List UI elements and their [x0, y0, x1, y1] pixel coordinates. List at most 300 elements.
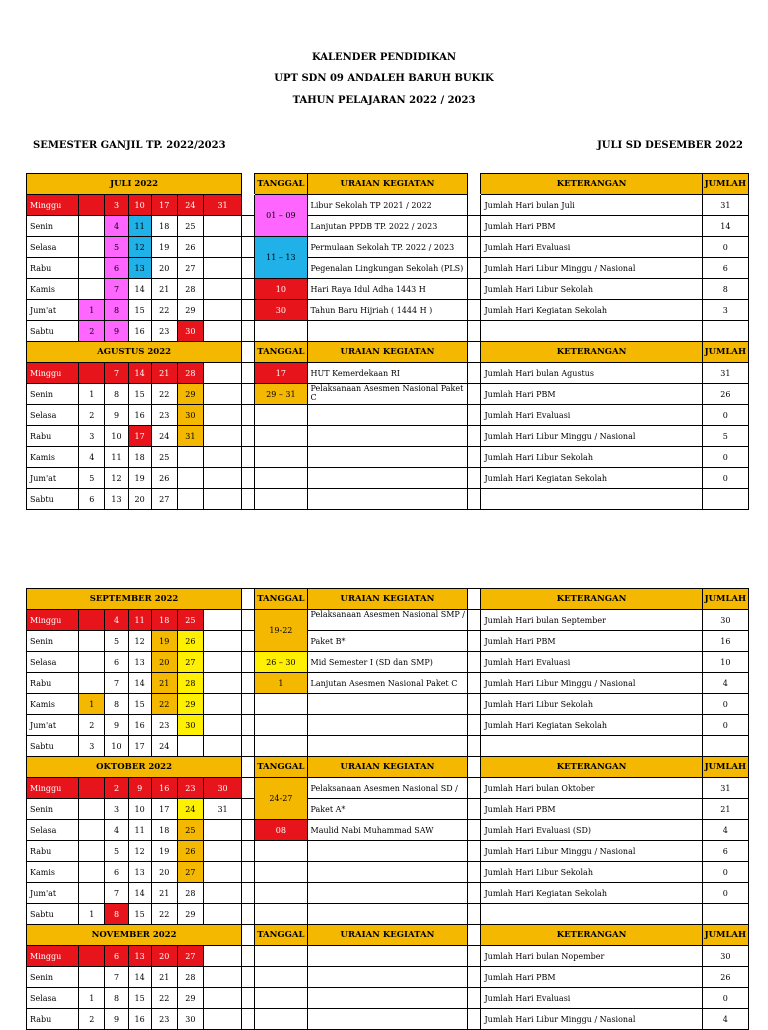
date-cell: [203, 736, 241, 757]
day-name: Kamis: [27, 447, 79, 468]
date-cell: 23: [151, 715, 177, 736]
date-cell: 6: [79, 489, 105, 510]
date-cell: 13: [105, 489, 128, 510]
date-cell: [79, 862, 105, 883]
day-name: Senin: [27, 799, 79, 820]
summary-value: 5: [702, 426, 748, 447]
date-cell: 25: [177, 610, 203, 631]
academic-year: TAHUN PELAJARAN 2022 / 2023: [292, 95, 476, 106]
day-name: Selasa: [27, 988, 79, 1009]
date-cell: 30: [177, 1009, 203, 1030]
date-cell: 1: [79, 988, 105, 1009]
date-cell: 26: [177, 841, 203, 862]
summary-label: Jumlah Hari bulan Juli: [481, 195, 702, 216]
date-cell: [203, 673, 241, 694]
date-cell: 26: [151, 468, 177, 489]
date-cell: [177, 468, 203, 489]
date-cell: [203, 904, 241, 925]
activity-date: 01 – 09: [255, 195, 307, 237]
date-cell: 17: [128, 736, 151, 757]
day-name: Jum'at: [27, 300, 79, 321]
summary-label: Jumlah Hari PBM: [481, 631, 702, 652]
summary-label: Jumlah Hari bulan Agustus: [481, 363, 702, 384]
date-cell: [203, 489, 241, 510]
day-name: Jum'at: [27, 715, 79, 736]
date-cell: 14: [128, 673, 151, 694]
activity-date: 17: [255, 363, 307, 384]
activity-date: 24-27: [255, 778, 307, 820]
date-cell: [79, 799, 105, 820]
day-name: Minggu: [27, 778, 79, 799]
date-cell: [203, 820, 241, 841]
day-name: Sabtu: [27, 736, 79, 757]
date-cell: 10: [105, 426, 128, 447]
date-cell: [177, 447, 203, 468]
date-cell: 29: [177, 694, 203, 715]
activity-text: Pelaksanaan Asesmen Nasional SMP /: [307, 610, 468, 631]
period-label: JULI SD DESEMBER 2022: [597, 140, 743, 151]
date-cell: 30: [177, 405, 203, 426]
month-name: AGUSTUS 2022: [27, 342, 242, 363]
summary-label: Jumlah Hari Libur Sekolah: [481, 694, 702, 715]
day-name: Jum'at: [27, 468, 79, 489]
date-cell: 28: [177, 883, 203, 904]
date-cell: 7: [105, 967, 128, 988]
day-name: Selasa: [27, 237, 79, 258]
activity-text: Tahun Baru Hijriah ( 1444 H ): [307, 300, 468, 321]
date-cell: 3: [79, 736, 105, 757]
date-cell: [79, 883, 105, 904]
date-cell: 15: [128, 300, 151, 321]
date-cell: 7: [105, 279, 128, 300]
date-cell: 2: [79, 1009, 105, 1030]
date-cell: 14: [128, 883, 151, 904]
day-name: Selasa: [27, 820, 79, 841]
col-tanggal: TANGGAL: [255, 589, 307, 610]
day-name: Rabu: [27, 1009, 79, 1030]
summary-label: Jumlah Hari Evaluasi: [481, 652, 702, 673]
date-cell: 11: [105, 447, 128, 468]
date-cell: 8: [105, 904, 128, 925]
activity-text: Libur Sekolah TP 2021 / 2022: [307, 195, 468, 216]
day-name: Kamis: [27, 862, 79, 883]
summary-label: Jumlah Hari PBM: [481, 799, 702, 820]
day-name: Rabu: [27, 426, 79, 447]
col-tanggal: TANGGAL: [255, 757, 307, 778]
summary-label: Jumlah Hari PBM: [481, 967, 702, 988]
date-cell: [79, 841, 105, 862]
date-cell: [203, 715, 241, 736]
summary-label: Jumlah Hari bulan Nopember: [481, 946, 702, 967]
col-jumlah: JUMLAH: [702, 342, 748, 363]
summary-label: Jumlah Hari Kegiatan Sekolah: [481, 715, 702, 736]
date-cell: 28: [177, 363, 203, 384]
activity-text: Maulid Nabi Muhammad SAW: [307, 820, 468, 841]
date-cell: 13: [128, 652, 151, 673]
date-cell: 4: [105, 610, 128, 631]
col-jumlah: JUMLAH: [702, 174, 748, 195]
date-cell: 5: [105, 631, 128, 652]
date-cell: 28: [177, 279, 203, 300]
date-cell: [177, 736, 203, 757]
date-cell: 28: [177, 967, 203, 988]
date-cell: [203, 631, 241, 652]
summary-label: Jumlah Hari Libur Minggu / Nasional: [481, 841, 702, 862]
date-cell: [203, 967, 241, 988]
date-cell: 9: [105, 715, 128, 736]
summary-value: 0: [702, 988, 748, 1009]
col-jumlah: JUMLAH: [702, 589, 748, 610]
date-cell: 2: [79, 321, 105, 342]
date-cell: 27: [177, 258, 203, 279]
col-keterangan: KETERANGAN: [481, 757, 702, 778]
date-cell: 9: [128, 778, 151, 799]
date-cell: 29: [177, 988, 203, 1009]
summary-label: Jumlah Hari Libur Minggu / Nasional: [481, 426, 702, 447]
date-cell: 4: [105, 820, 128, 841]
activity-text: Pelaksanaan Asesmen Nasional Paket C: [307, 384, 468, 405]
summary-label: Jumlah Hari Kegiatan Sekolah: [481, 300, 702, 321]
date-cell: 7: [105, 883, 128, 904]
date-cell: 13: [128, 946, 151, 967]
date-cell: [79, 279, 105, 300]
month-name: NOVEMBER 2022: [27, 925, 242, 946]
date-cell: [79, 652, 105, 673]
date-cell: 23: [151, 321, 177, 342]
day-name: Minggu: [27, 946, 79, 967]
date-cell: 29: [177, 300, 203, 321]
date-cell: 16: [151, 778, 177, 799]
summary-value: 14: [702, 216, 748, 237]
summary-label: Jumlah Hari bulan Oktober: [481, 778, 702, 799]
summary-value: 21: [702, 799, 748, 820]
summary-value: 16: [702, 631, 748, 652]
date-cell: [79, 820, 105, 841]
date-cell: [203, 946, 241, 967]
date-cell: [203, 279, 241, 300]
date-cell: 27: [177, 946, 203, 967]
day-name: Senin: [27, 384, 79, 405]
date-cell: 8: [105, 384, 128, 405]
date-cell: 6: [105, 652, 128, 673]
date-cell: 18: [151, 216, 177, 237]
date-cell: 24: [177, 195, 203, 216]
activity-text: Lanjutan PPDB TP. 2022 / 2023: [307, 216, 468, 237]
activity-text: Lanjutan Asesmen Nasional Paket C: [307, 673, 468, 694]
date-cell: 27: [177, 652, 203, 673]
summary-label: Jumlah Hari Kegiatan Sekolah: [481, 468, 702, 489]
day-name: Sabtu: [27, 489, 79, 510]
summary-value: 31: [702, 778, 748, 799]
col-keterangan: KETERANGAN: [481, 174, 702, 195]
day-name: Rabu: [27, 258, 79, 279]
summary-value: 0: [702, 405, 748, 426]
date-cell: 8: [105, 988, 128, 1009]
activity-text: Pegenalan Lingkungan Sekolah (PLS): [307, 258, 468, 279]
date-cell: 27: [177, 862, 203, 883]
date-cell: 30: [203, 778, 241, 799]
col-uraian: URAIAN KEGIATAN: [307, 925, 468, 946]
date-cell: 27: [151, 489, 177, 510]
summary-label: Jumlah Hari Libur Minggu / Nasional: [481, 1009, 702, 1030]
summary-value: 8: [702, 279, 748, 300]
summary-value: 6: [702, 258, 748, 279]
day-name: Senin: [27, 967, 79, 988]
date-cell: 9: [105, 405, 128, 426]
school-name: UPT SDN 09 ANDALEH BARUH BUKIK: [274, 73, 494, 84]
date-cell: 30: [177, 715, 203, 736]
day-name: Rabu: [27, 841, 79, 862]
activity-date: 19-22: [255, 610, 307, 652]
date-cell: [203, 384, 241, 405]
date-cell: [203, 468, 241, 489]
date-cell: 21: [151, 363, 177, 384]
date-cell: [79, 216, 105, 237]
date-cell: [203, 862, 241, 883]
date-cell: 24: [151, 426, 177, 447]
summary-label: Jumlah Hari Evaluasi: [481, 988, 702, 1009]
date-cell: 2: [79, 405, 105, 426]
date-cell: 19: [151, 237, 177, 258]
date-cell: 8: [105, 300, 128, 321]
summary-value: 4: [702, 673, 748, 694]
date-cell: 1: [79, 694, 105, 715]
date-cell: 21: [151, 967, 177, 988]
col-tanggal: TANGGAL: [255, 174, 307, 195]
summary-value: 3: [702, 300, 748, 321]
activity-text: Paket B*: [307, 631, 468, 652]
activity-date: 11 – 13: [255, 237, 307, 279]
summary-value: 4: [702, 1009, 748, 1030]
date-cell: [203, 258, 241, 279]
col-keterangan: KETERANGAN: [481, 925, 702, 946]
date-cell: 16: [128, 321, 151, 342]
date-cell: 20: [151, 862, 177, 883]
activity-date: 26 – 30: [255, 652, 307, 673]
date-cell: [203, 216, 241, 237]
date-cell: 18: [151, 610, 177, 631]
date-cell: 17: [128, 426, 151, 447]
date-cell: 9: [105, 1009, 128, 1030]
date-cell: 22: [151, 988, 177, 1009]
month-name: JULI 2022: [27, 174, 242, 195]
summary-label: Jumlah Hari Kegiatan Sekolah: [481, 883, 702, 904]
date-cell: 6: [105, 258, 128, 279]
date-cell: [79, 673, 105, 694]
date-cell: 20: [151, 652, 177, 673]
date-cell: [203, 652, 241, 673]
day-name: Minggu: [27, 195, 79, 216]
date-cell: 7: [105, 363, 128, 384]
col-tanggal: TANGGAL: [255, 342, 307, 363]
col-uraian: URAIAN KEGIATAN: [307, 342, 468, 363]
date-cell: [203, 1009, 241, 1030]
date-cell: [203, 447, 241, 468]
date-cell: [79, 237, 105, 258]
summary-value: 30: [702, 946, 748, 967]
date-cell: 6: [105, 862, 128, 883]
date-cell: 16: [128, 715, 151, 736]
activity-text: HUT Kemerdekaan RI: [307, 363, 468, 384]
date-cell: 13: [128, 862, 151, 883]
date-cell: 23: [177, 778, 203, 799]
date-cell: [79, 258, 105, 279]
date-cell: [79, 946, 105, 967]
date-cell: 12: [105, 468, 128, 489]
summary-label: Jumlah Hari Libur Minggu / Nasional: [481, 673, 702, 694]
date-cell: 19: [128, 468, 151, 489]
date-cell: 3: [79, 426, 105, 447]
col-keterangan: KETERANGAN: [481, 342, 702, 363]
activity-text: Paket A*: [307, 799, 468, 820]
day-name: Kamis: [27, 279, 79, 300]
calendar-table-jul-aug: [26, 173, 749, 510]
summary-value: 0: [702, 862, 748, 883]
day-name: Selasa: [27, 405, 79, 426]
summary-label: Jumlah Hari Evaluasi (SD): [481, 820, 702, 841]
col-keterangan: KETERANGAN: [481, 589, 702, 610]
date-cell: 28: [177, 673, 203, 694]
date-cell: 21: [151, 883, 177, 904]
date-cell: 13: [128, 258, 151, 279]
date-cell: 16: [128, 405, 151, 426]
date-cell: 1: [79, 904, 105, 925]
date-cell: 4: [105, 216, 128, 237]
summary-value: 10: [702, 652, 748, 673]
date-cell: 5: [105, 237, 128, 258]
summary-label: Jumlah Hari PBM: [481, 384, 702, 405]
date-cell: 12: [128, 841, 151, 862]
date-cell: [203, 694, 241, 715]
date-cell: 14: [128, 279, 151, 300]
date-cell: 31: [177, 426, 203, 447]
date-cell: 23: [151, 1009, 177, 1030]
day-name: Minggu: [27, 610, 79, 631]
date-cell: 8: [105, 694, 128, 715]
col-jumlah: JUMLAH: [702, 757, 748, 778]
date-cell: 21: [151, 673, 177, 694]
date-cell: [203, 363, 241, 384]
summary-label: Jumlah Hari Libur Sekolah: [481, 862, 702, 883]
date-cell: 11: [128, 216, 151, 237]
date-cell: 1: [79, 384, 105, 405]
month-name: OKTOBER 2022: [27, 757, 242, 778]
summary-label: Jumlah Hari bulan September: [481, 610, 702, 631]
summary-value: 26: [702, 384, 748, 405]
month-name: SEPTEMBER 2022: [27, 589, 242, 610]
date-cell: 10: [105, 736, 128, 757]
date-cell: [79, 195, 105, 216]
date-cell: 26: [177, 631, 203, 652]
date-cell: 2: [105, 778, 128, 799]
date-cell: 9: [105, 321, 128, 342]
date-cell: [203, 405, 241, 426]
date-cell: 30: [177, 321, 203, 342]
summary-value: 31: [702, 195, 748, 216]
summary-label: Jumlah Hari Libur Sekolah: [481, 447, 702, 468]
activity-text: Mid Semester I (SD dan SMP): [307, 652, 468, 673]
summary-value: 0: [702, 237, 748, 258]
summary-value: 0: [702, 447, 748, 468]
date-cell: [79, 967, 105, 988]
date-cell: 19: [151, 841, 177, 862]
date-cell: 7: [105, 673, 128, 694]
date-cell: 20: [151, 258, 177, 279]
date-cell: 26: [177, 237, 203, 258]
date-cell: 31: [203, 799, 241, 820]
date-cell: 3: [105, 195, 128, 216]
date-cell: 10: [128, 195, 151, 216]
activity-date: 30: [255, 300, 307, 321]
date-cell: [79, 610, 105, 631]
date-cell: 24: [177, 799, 203, 820]
date-cell: [203, 321, 241, 342]
date-cell: [203, 841, 241, 862]
date-cell: [203, 237, 241, 258]
day-name: Selasa: [27, 652, 79, 673]
col-tanggal: TANGGAL: [255, 925, 307, 946]
date-cell: 6: [105, 946, 128, 967]
summary-label: Jumlah Hari Evaluasi: [481, 405, 702, 426]
date-cell: 22: [151, 300, 177, 321]
date-cell: 20: [151, 946, 177, 967]
activity-date: 10: [255, 279, 307, 300]
day-name: Senin: [27, 631, 79, 652]
date-cell: 3: [105, 799, 128, 820]
col-uraian: URAIAN KEGIATAN: [307, 174, 468, 195]
date-cell: [203, 988, 241, 1009]
date-cell: 23: [151, 405, 177, 426]
date-cell: [177, 489, 203, 510]
date-cell: [203, 883, 241, 904]
date-cell: 11: [128, 820, 151, 841]
date-cell: 5: [105, 841, 128, 862]
date-cell: 18: [128, 447, 151, 468]
summary-value: 6: [702, 841, 748, 862]
date-cell: [79, 363, 105, 384]
doc-title: KALENDER PENDIDIKAN: [311, 52, 457, 63]
activity-text: Pelaksanaan Asesmen Nasional SD /: [307, 778, 468, 799]
date-cell: [203, 426, 241, 447]
date-cell: 22: [151, 694, 177, 715]
summary-value: 31: [702, 363, 748, 384]
summary-label: Jumlah Hari Libur Minggu / Nasional: [481, 258, 702, 279]
activity-text: Hari Raya Idul Adha 1443 H: [307, 279, 468, 300]
date-cell: 12: [128, 237, 151, 258]
date-cell: 15: [128, 694, 151, 715]
date-cell: 19: [151, 631, 177, 652]
date-cell: 25: [151, 447, 177, 468]
activity-date: 08: [255, 820, 307, 841]
date-cell: [79, 631, 105, 652]
date-cell: 22: [151, 904, 177, 925]
date-cell: [79, 778, 105, 799]
col-uraian: URAIAN KEGIATAN: [307, 757, 468, 778]
col-jumlah: JUMLAH: [702, 925, 748, 946]
date-cell: 24: [151, 736, 177, 757]
date-cell: 25: [177, 820, 203, 841]
summary-label: Jumlah Hari PBM: [481, 216, 702, 237]
date-cell: 5: [79, 468, 105, 489]
summary-value: 0: [702, 883, 748, 904]
date-cell: 14: [128, 363, 151, 384]
date-cell: [203, 610, 241, 631]
date-cell: 22: [151, 384, 177, 405]
summary-value: 0: [702, 468, 748, 489]
calendar-table-sep-nov: [26, 588, 749, 1030]
day-name: Jum'at: [27, 883, 79, 904]
date-cell: 11: [128, 610, 151, 631]
